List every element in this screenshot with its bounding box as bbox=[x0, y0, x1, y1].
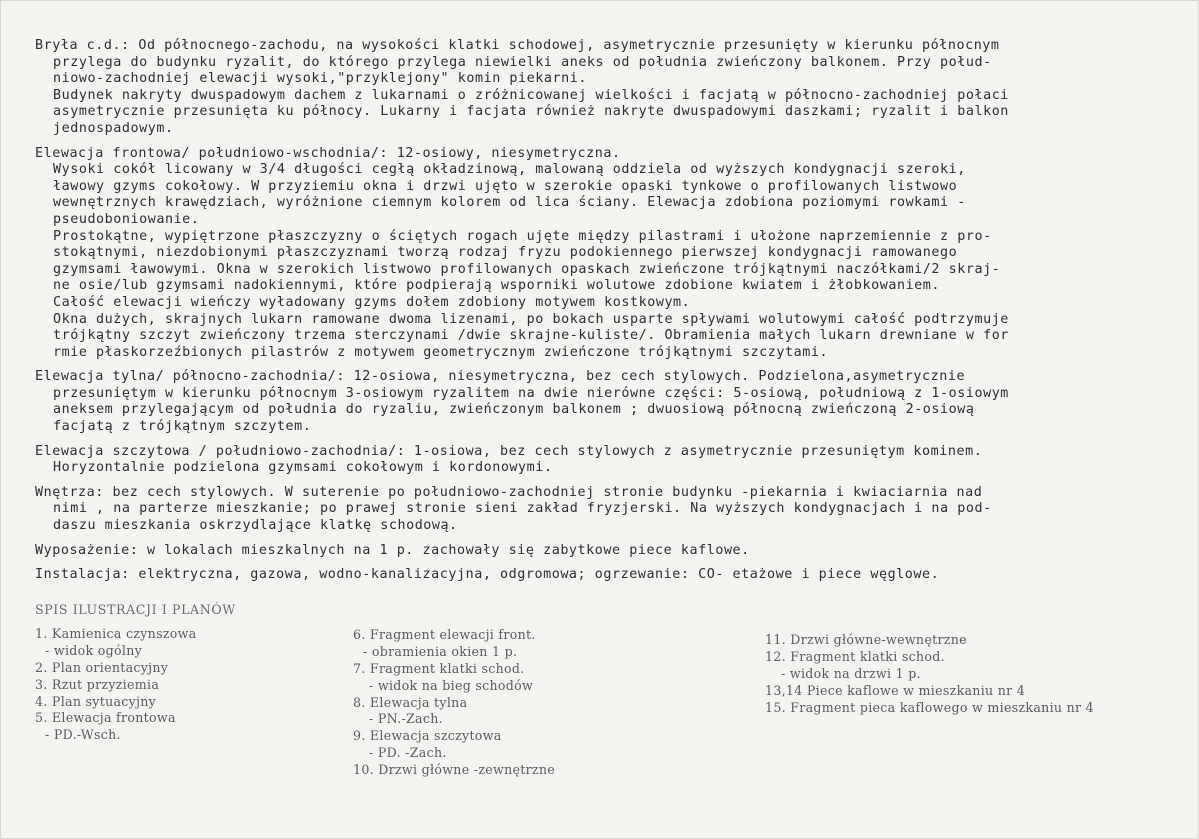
text-line: Elewacja tylna/ północno-zachodnia/: 12-osiowa, niesymetryczna, bez cech stylowych. Podzielona,asymetrycznie bbox=[35, 369, 966, 385]
text-line bbox=[35, 535, 1009, 543]
typewritten-description bbox=[35, 38, 1009, 584]
list-item: 3. Rzut przyziemia bbox=[35, 676, 160, 692]
list-item: 1. Kamienica czynszowa bbox=[35, 626, 197, 641]
text-line: wewnętrznych krawędziach, wyróżnione ciemnym kolorem od lica ściany. Elewacja zdobiona poziomymi rowkami - bbox=[53, 195, 966, 211]
text-line: facjatą z trójkątnym szczytem. bbox=[53, 419, 312, 435]
text-line bbox=[35, 559, 1009, 567]
list-item: - PN.-Zach. bbox=[369, 711, 443, 727]
text-line: rmie płaskorzeźbionych pilastrów z motywem geometrycznym zwieńczone trójkątnymi szczytami. bbox=[53, 344, 829, 360]
illustration-list-col3 bbox=[765, 632, 1094, 716]
text-line: Wyposażenie: w lokalach mieszkalnych na 1 p. zachowały się zabytkowe piece kaflowe. bbox=[35, 542, 750, 558]
list-item: 5. Elewacja frontowa bbox=[35, 710, 176, 726]
list-item: - PD. -Zach. bbox=[369, 745, 447, 761]
text-line: Elewacja frontowa/ południowo-wschodnia/: 12-osiowy, niesymetryczna. bbox=[35, 145, 621, 161]
text-line: nimi , na parterze mieszkanie; po prawej stronie sieni zakład fryzjerski. Na wyższych kondygnacjach i na pod- bbox=[53, 501, 992, 517]
text-line: Wnętrza: bez cech stylowych. W suterenie po południowo-zachodniej stronie budynku -piekarnia i kwiaciarnia nad bbox=[35, 484, 983, 500]
text-line: Prostokątne, wypiętrzone płaszczyzny o ściętych rogach ujęte między pilastrami i ułożone naprzemiennie z pro- bbox=[53, 228, 992, 244]
text-line bbox=[35, 477, 1009, 485]
list-item: 4. Plan sytuacyjny bbox=[35, 693, 157, 709]
text-line: Budynek nakryty dwuspadowym dachem z lukarnami o zróżnicowanej wielkości i facjatą w północno-zachodniej połaci bbox=[53, 87, 1009, 103]
list-item: - widok na bieg schodów bbox=[369, 677, 534, 693]
text-line: daszu mieszkania oskrzydlające klatkę schodową. bbox=[53, 518, 458, 534]
text-line: przesuniętym w kierunku północnym 3-osiowym ryzalitem na dwie nierówne części: 5-osiową, południową z 1-osiowym bbox=[53, 385, 1009, 401]
text-line: Okna dużych, skrajnych lukarn ramowane dwoma lizenami, po bokach usparte spływami wolutowymi całość podtrzymuje bbox=[53, 311, 1009, 327]
text-line: Horyzontalnie podzielona gzymsami cokołowym i kordonowymi. bbox=[53, 460, 553, 476]
list-item: 6. Fragment elewacji front. bbox=[353, 627, 536, 642]
text-line: ne osie/lub gzymsami nadokiennymi, które podpierają wsporniki wolutowe zdobione kwiatem i żłobkowaniem. bbox=[53, 278, 941, 294]
list-item: 15. Fragment pieca kaflowego w mieszkaniu nr 4 bbox=[765, 699, 1094, 715]
list-item: - widok na drzwi 1 p. bbox=[781, 665, 921, 681]
text-line: Bryła c.d.: Od północnego-zachodu, na wysokości klatki schodowej, asymetrycznie przesunięty w kierunku północnym bbox=[35, 38, 1000, 53]
illustration-list-col1 bbox=[35, 626, 197, 744]
text-line: niowo-zachodniej elewacji wysoki,"przyklejony" komin piekarni. bbox=[53, 71, 587, 87]
text-line: Całość elewacji wieńczy wyładowany gzyms dołem zdobiony motywem kostkowym. bbox=[53, 294, 691, 310]
text-line: jednospadowym. bbox=[53, 120, 174, 136]
list-item: 13,14 Piece kaflowe w mieszkaniu nr 4 bbox=[765, 682, 1026, 698]
list-item: - widok ogólny bbox=[45, 642, 143, 658]
text-line bbox=[35, 138, 1009, 146]
text-line: przylega do budynku ryzalit, do którego przylega niewielki aneks od południa zwieńczony balkonem. Przy połud- bbox=[53, 54, 992, 70]
text-line: stokątnymi, niezdobionymi płaszczyznami tworzą rodzaj fryzu podokiennego pierwszej kondygnacji ramowanego bbox=[53, 245, 958, 261]
list-item: 11. Drzwi główne-wewnętrzne bbox=[765, 632, 967, 647]
text-line: asymetrycznie przesunięta ku północy. Lukarny i facjata również nakryte dwuspadowymi daszkami; ryzalit i balkon bbox=[53, 104, 1009, 120]
list-item: 12. Fragment klatki schod. bbox=[765, 648, 945, 664]
list-item: 10. Drzwi główne -zewnętrzne bbox=[353, 762, 556, 778]
text-line: Instalacja: elektryczna, gazowa, wodno-kanalizacyjna, odgromowa; ogrzewanie: CO- etażowe i piece węglowe. bbox=[35, 567, 940, 583]
list-item: 7. Fragment klatki schod. bbox=[353, 660, 525, 676]
illustration-list-col2 bbox=[353, 627, 555, 779]
text-line: aneksem przylegającym od południa do ryzaliu, zwieńczonym balkonem ; dwuosiową północną zwieńczoną 2-osiową bbox=[53, 402, 975, 418]
text-line: pseudoboniowanie. bbox=[53, 211, 200, 227]
text-line: trójkątny szczyt zwieńczony trzema sterczynami /dwie skrajne-kuliste/. Obramienia małych lukarn drewniane w for bbox=[53, 328, 1009, 344]
list-item: 2. Plan orientacyjny bbox=[35, 659, 169, 675]
list-item: 9. Elewacja szczytowa bbox=[353, 728, 502, 744]
text-line: ławowy gzyms cokołowy. W przyziemiu okna i drzwi ujęto w szerokie opaski tynkowe o profilowanych listwowo bbox=[53, 178, 958, 194]
text-line: Wysoki cokół licowany w 3/4 długości cegłą okładzinową, malowaną oddziela od wyższych kondygnacji szeroki, bbox=[53, 162, 966, 178]
list-item: - PD.-Wsch. bbox=[45, 727, 121, 743]
text-line: gzymsami ławowymi. Okna w szerokich listwowo profilowanych opaskach zwieńczone trójkątnymi naczółkami/2 skraj- bbox=[53, 261, 1001, 277]
list-heading: SPIS ILUSTRACJI I PLANÓW bbox=[35, 602, 236, 617]
list-item: 8. Elewacja tylna bbox=[353, 694, 468, 710]
text-line bbox=[35, 436, 1009, 444]
text-line: Elewacja szczytowa / południowo-zachodnia/: 1-osiowa, bez cech stylowych z asymetrycznie przesuniętym kominem. bbox=[35, 443, 983, 459]
list-item: - obramienia okien 1 p. bbox=[363, 643, 518, 659]
